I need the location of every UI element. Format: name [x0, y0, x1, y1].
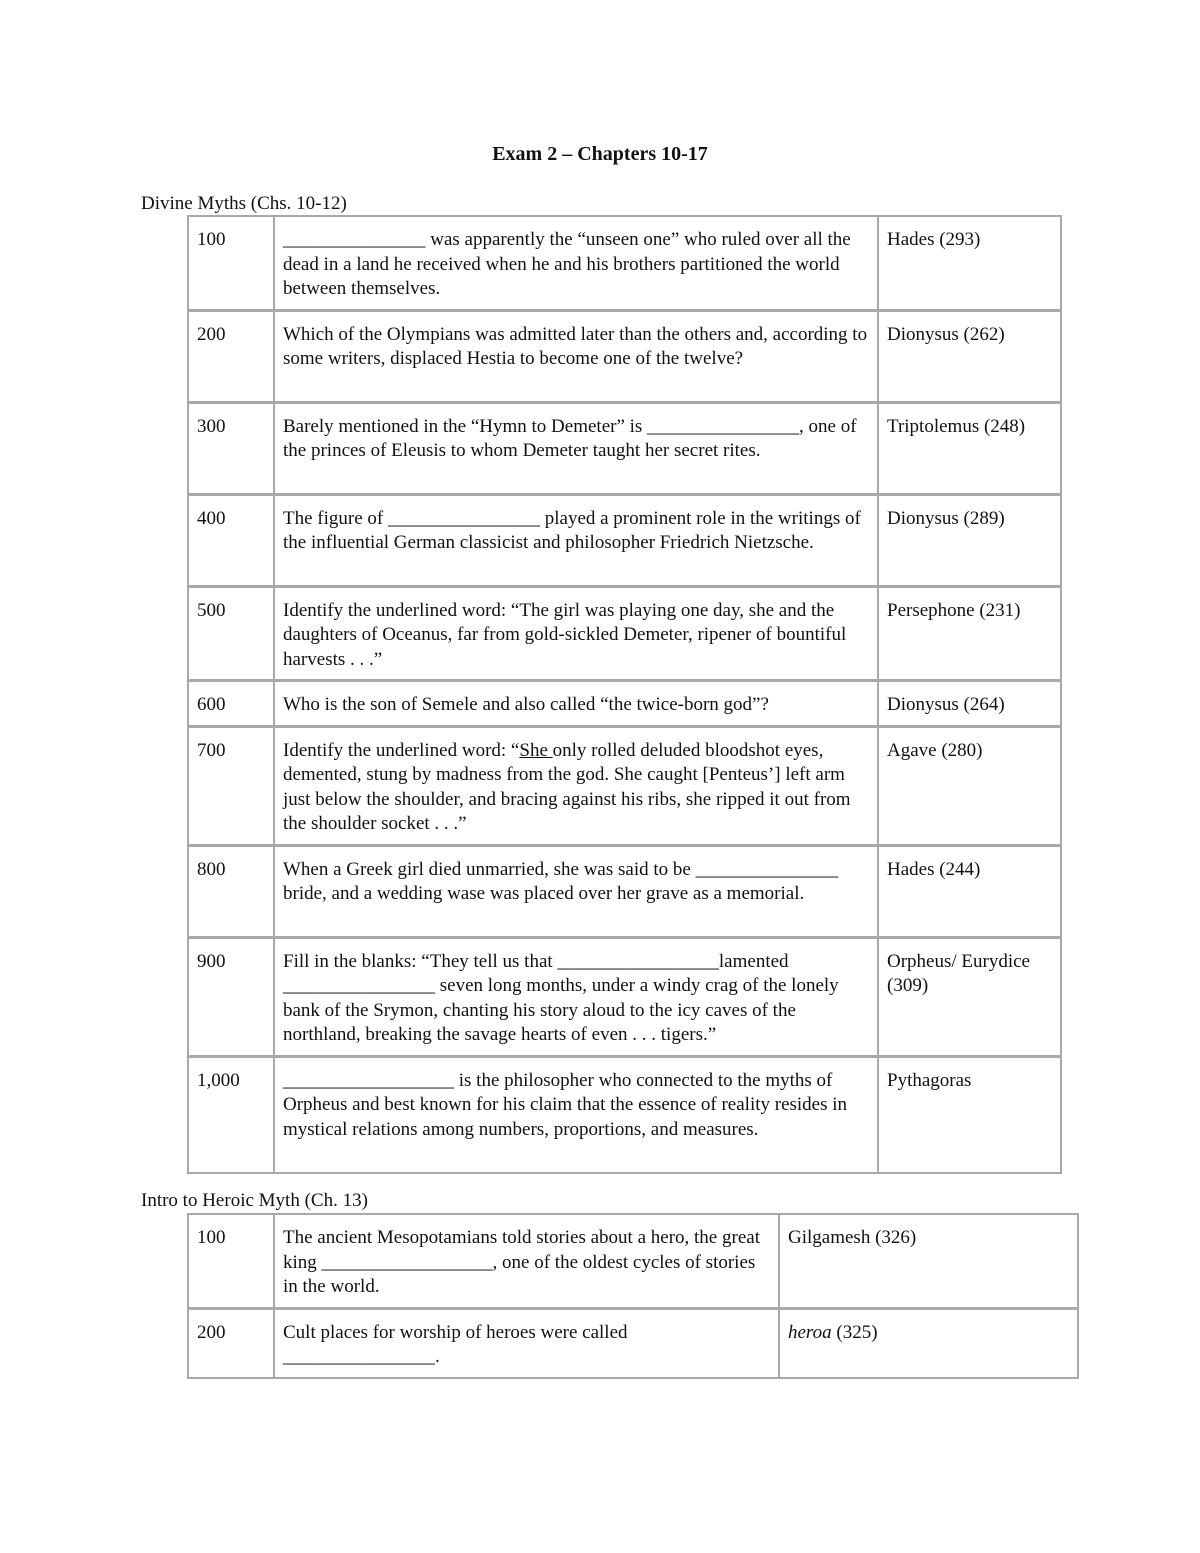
page-title: Exam 2 – Chapters 10-17: [492, 143, 708, 165]
question-cell: The figure of ________________ played a prominent role in the writings of the influential German classicist and philosopher Friedrich Nietzsche.: [275, 496, 879, 588]
table-row: [189, 496, 1060, 588]
points-cell: 400: [189, 496, 275, 588]
table-row: [189, 939, 1060, 1058]
answer-cell: [780, 1310, 1077, 1377]
answer-cell: Pythagoras: [887, 1069, 972, 1091]
underlined-word: She: [519, 739, 553, 761]
section-heading-heroic-myth: Intro to Heroic Myth (Ch. 13): [141, 1190, 368, 1211]
table-row: [189, 217, 1060, 312]
answer-cell: Dionysus (289): [879, 496, 1060, 588]
answer-cell: Hades (293): [879, 217, 1060, 312]
question-cell: [275, 728, 879, 847]
answer-cell: Persephone (231): [879, 588, 1060, 683]
section-heading-divine-myths: Divine Myths (Chs. 10-12): [141, 193, 347, 214]
answer-cell: Orpheus/ Eurydice (309): [879, 939, 1060, 1058]
question-text-pre: Identify the underlined word: “: [283, 739, 520, 761]
table-row: [189, 312, 1060, 404]
question-cell: Barely mentioned in the “Hymn to Demeter” is ________________, one of the princes of Eleusis to whom Demeter taught her secret rites.: [275, 404, 879, 496]
points-cell: 900: [189, 939, 275, 1058]
table-row: [189, 404, 1060, 496]
answer-page-ref: (325): [831, 1321, 878, 1343]
points-cell: 700: [189, 728, 275, 847]
points-cell: 100: [189, 217, 275, 312]
points-cell: 100: [189, 1215, 275, 1310]
points-cell: 200: [189, 1310, 275, 1377]
question-text-post: only rolled deluded bloodshot eyes, demented, stung by madness from the god. She caught [Penteus’] left arm just below the shoulder, and bracing against his ribs, she ripped it out from the shoulder socket . . .”: [283, 739, 851, 834]
question-cell: When a Greek girl died unmarried, she was said to be _______________ bride, and a wedding wase was placed over her grave as a memorial.: [275, 847, 879, 939]
answer-cell: Gilgamesh (326): [780, 1215, 1077, 1310]
points-cell: 800: [189, 847, 275, 939]
points-cell: 200: [189, 312, 275, 404]
question-cell: Identify the underlined word: “The girl was playing one day, she and the daughters of Oceanus, far from gold-sickled Demeter, ripener of bountiful harvests . . .”: [275, 588, 879, 683]
points-cell: 500: [189, 588, 275, 683]
table-row: [189, 728, 1060, 847]
question-cell: Fill in the blanks: “They tell us that _________________lamented ________________ seven long months, under a windy crag of the lonely bank of the Srymon, chanting his story aloud to the icy caves of the northland, breaking the savage hearts of even . . . tigers.”: [275, 939, 879, 1058]
question-cell: __________________ is the philosopher who connected to the myths of Orpheus and best known for his claim that the essence of reality resides in mystical relations among numbers, proportions, and measures.: [275, 1058, 879, 1172]
divine-myths-table: [187, 215, 1062, 1174]
table-row: [189, 1215, 1077, 1310]
answer-italic-term: heroa: [788, 1321, 832, 1343]
answer-cell: Dionysus (264): [879, 682, 1060, 728]
question-cell: The ancient Mesopotamians told stories about a hero, the great king __________________, one of the oldest cycles of stories in the world.: [275, 1215, 780, 1310]
table-row: [189, 1310, 1077, 1377]
points-cell: 600: [189, 682, 275, 728]
answer-cell: Dionysus (262): [879, 312, 1060, 404]
heroic-myth-table: [187, 1213, 1079, 1379]
table-row: [189, 847, 1060, 939]
answer-cell: Triptolemus (248): [879, 404, 1060, 496]
table-row: [189, 1058, 1060, 1172]
table-row: [189, 682, 1060, 728]
table-row: [189, 588, 1060, 683]
question-cell: Cult places for worship of heroes were called ________________.: [275, 1310, 780, 1377]
points-cell: 300: [189, 404, 275, 496]
question-cell: Which of the Olympians was admitted later than the others and, according to some writers, displaced Hestia to become one of the twelve?: [275, 312, 879, 404]
answer-cell: Agave (280): [879, 728, 1060, 847]
question-cell: _______________ was apparently the “unseen one” who ruled over all the dead in a land he received when he and his brothers partitioned the world between themselves.: [275, 217, 879, 312]
points-cell: 1,000: [189, 1058, 275, 1172]
answer-cell: Hades (244): [879, 847, 1060, 939]
question-cell: Who is the son of Semele and also called “the twice-born god”?: [275, 682, 879, 728]
